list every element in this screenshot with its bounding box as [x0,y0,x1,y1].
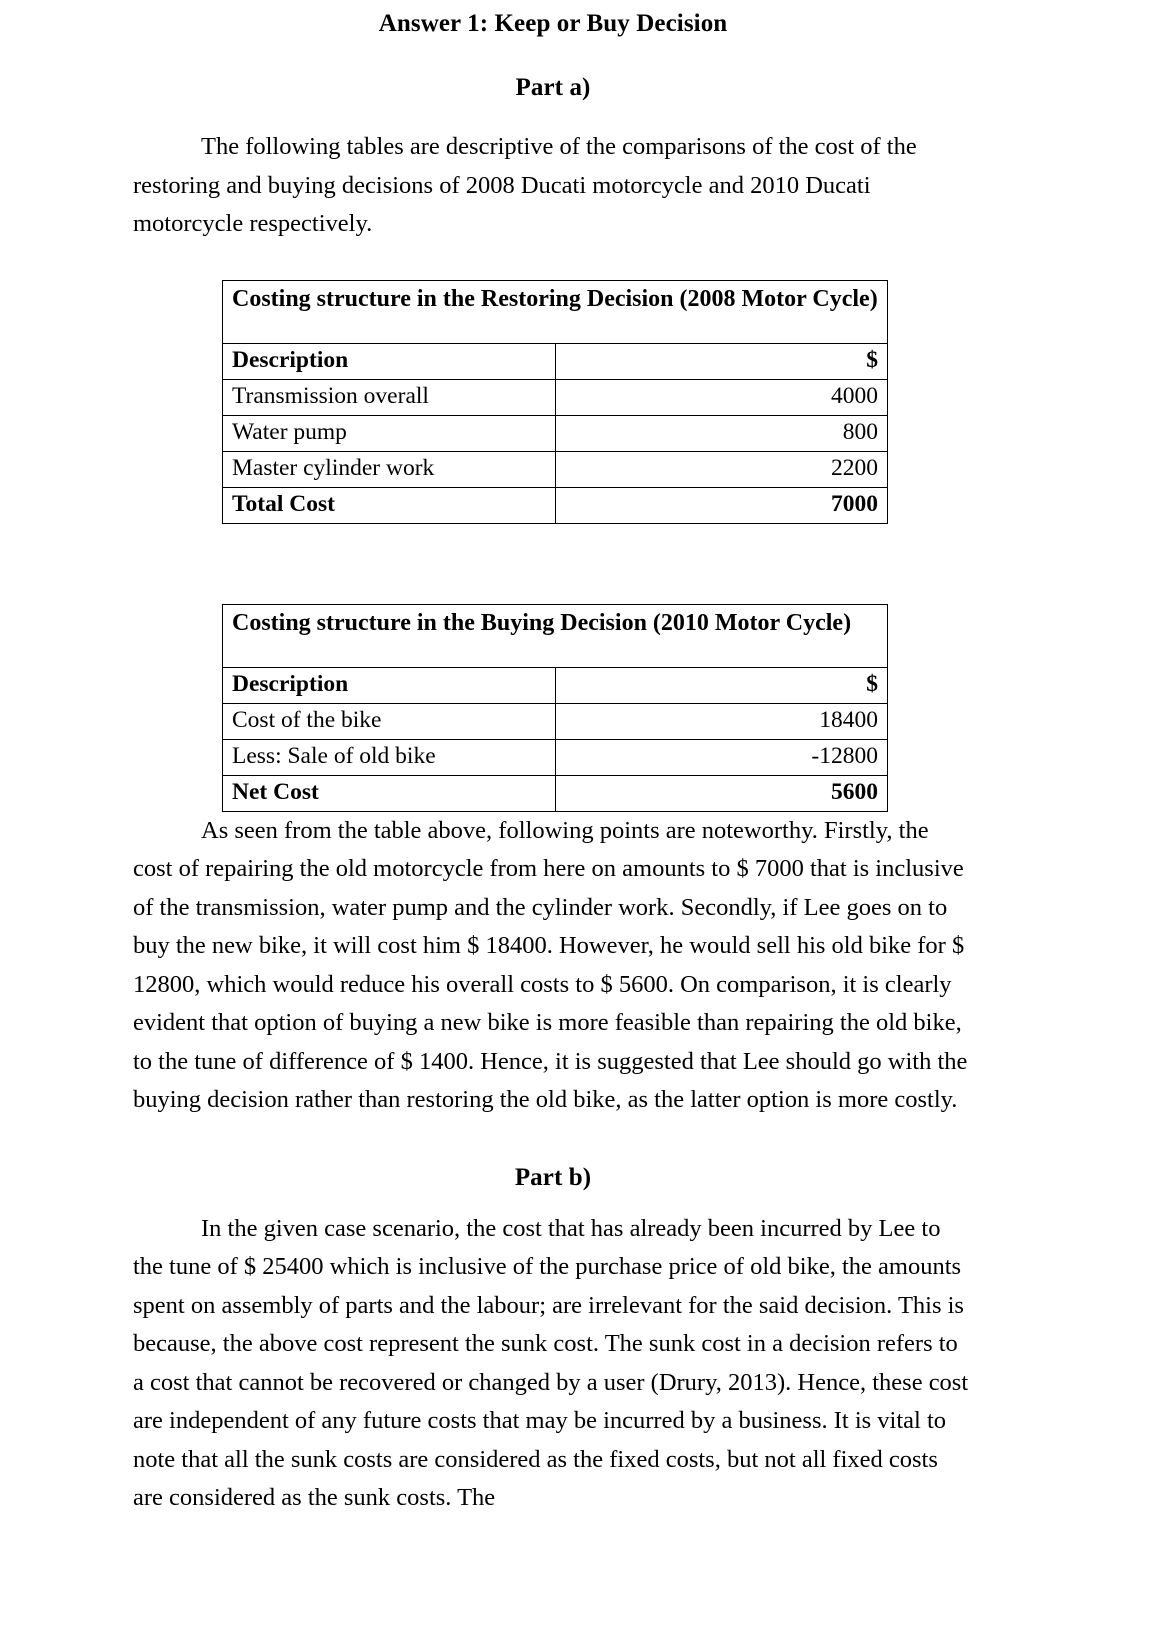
section-heading-part-b: Part b) [514,1163,592,1191]
table-row [223,415,888,451]
section-heading-part-a: Part a) [515,74,591,101]
buying-row-1-value: -12800 [555,739,888,775]
buying-row-1-label: Less: Sale of old bike [223,739,556,775]
restoring-col-description: Description [223,343,556,379]
restoring-total-value: 7000 [555,487,888,523]
restoring-row-0-label: Transmission overall [223,379,556,415]
table-caption-row [223,604,888,667]
intro-paragraph: The following tables are descriptive of the comparisons of the cost of the restoring and buying decisions of 2008 Ducati motorcycle and 2010 Ducati motorcycle respectively. [133,133,917,237]
restoring-row-2-value: 2200 [555,451,888,487]
restoring-row-0-value: 4000 [555,379,888,415]
buying-table-caption: Costing structure in the Buying Decision (2010 Motor Cycle) [223,604,888,667]
table-row [223,739,888,775]
restoring-table-wrapper [133,280,973,524]
buying-cost-table [222,604,888,812]
part-b-paragraph: In the given case scenario, the cost that has already been incurred by Lee to the tune of $ 25400 which is inclusive of the purchase price of old bike, the amounts spent on assembly of parts and the labour; are irrelevant for the said decision. This is because, the above cost represent the sunk cost. The sunk cost in a decision refers to a cost that cannot be recovered or changed by a user (Drury, 2013). Hence, these cost are independent of any future costs that may be incurred by a business. It is vital to note that all the sunk costs are considered as the fixed costs, but not all fixed costs are considered as the sunk costs. The [133,1214,969,1511]
buying-table-wrapper [133,604,973,812]
table-total-row [223,775,888,811]
table-caption-row [223,280,888,343]
buying-col-description: Description [223,667,556,703]
table-header-row [223,667,888,703]
table-row [223,703,888,739]
table-total-row [223,487,888,523]
analysis-paragraph: As seen from the table above, following points are noteworthy. Firstly, the cost of repairing the old motorcycle from here on amounts to $ 7000 that is inclusive of the transmission, water pump and the cylinder work. Secondly, if Lee goes on to buy the new bike, it will cost him $ 18400. However, he would sell his old bike for $ 12800, which would reduce his overall costs to $ 5600. On comparison, it is clearly evident that option of buying a new bike is more feasible than repairing the old bike, to the tune of difference of $ 1400. Hence, it is suggested that Lee should go with the buying decision rather than restoring the old bike, as the latter option is more costly. [133,816,968,1113]
restoring-row-1-value: 800 [555,415,888,451]
restoring-row-2-label: Master cylinder work [223,451,556,487]
table-row [223,379,888,415]
table-header-row [223,343,888,379]
buying-total-value: 5600 [555,775,888,811]
restoring-col-amount: $ [555,343,888,379]
buying-col-amount: $ [555,667,888,703]
buying-row-0-value: 18400 [555,703,888,739]
buying-row-0-label: Cost of the bike [223,703,556,739]
restoring-table-caption: Costing structure in the Restoring Decision (2008 Motor Cycle) [223,280,888,343]
restoring-total-label: Total Cost [223,487,556,523]
page-title: Answer 1: Keep or Buy Decision [378,10,728,37]
restoring-row-1-label: Water pump [223,415,556,451]
document-content [133,0,973,1518]
table-row [223,451,888,487]
restoring-cost-table [222,280,888,524]
buying-total-label: Net Cost [223,775,556,811]
